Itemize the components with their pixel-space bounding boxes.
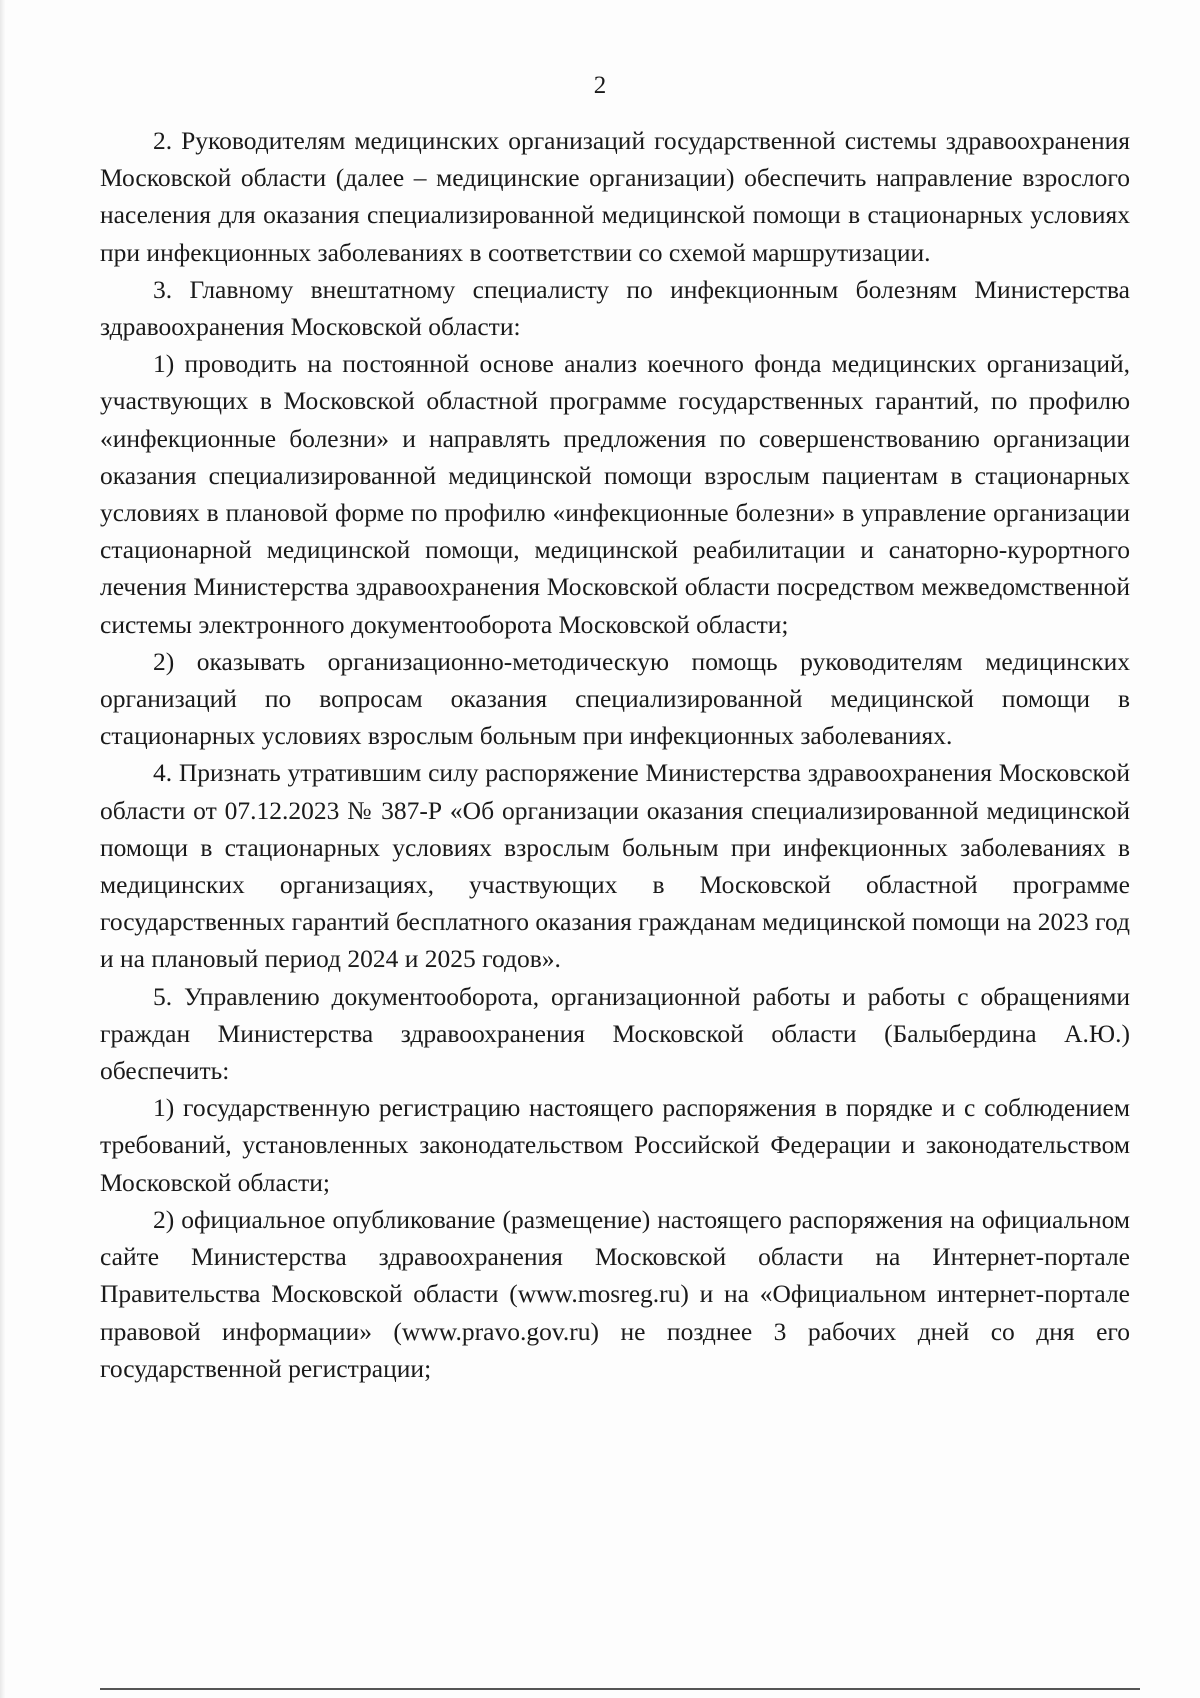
paragraph-subitem-3-1-bed-analysis: 1) проводить на постоянной основе анализ коечного фонда медицинских организаций, участвующих в Московской областной программе государственных гарантий, по профилю «инфекционные болезни» и направлять предложения по совершенствованию организации оказания специализированной медицинской помощи взрослым пациентам в стационарных условиях в плановой форме по профилю «инфекционные болезни» в управление организации стационарной медицинской помощи, медицинской реабилитации и санаторно-курортного лечения Министерства здравоохранения Московской области посредством межведомственной системы электронного документооборота Московской области; (100, 349, 1130, 639)
bottom-page-rule (100, 1688, 1140, 1690)
paragraph-subitem-3-2-methodological-help: 2) оказывать организационно-методическую помощь руководителям медицинских организаций по вопросам оказания специализированной медицинской помощи в стационарных условиях взрослым больным при инфекционных заболеваниях. (100, 646, 1130, 751)
paragraph-item-4-repeal-order: 4. Признать утратившим силу распоряжение Министерства здравоохранения Московской области от 07.12.2023 № 387-Р «Об организации оказания специализированной медицинской помощи в стационарных условиях взрослым больным при инфекционных заболеваниях в медицинских организациях, участвующих в Московской областной программе государственных гарантий бесплатного оказания гражданам медицинской помощи на 2023 год и на плановый период 2024 и 2025 годов». (100, 758, 1130, 974)
paragraph-item-3-chief-specialist: 3. Главному внештатному специалисту по инфекционным болезням Министерства здравоохранения Московской области: (100, 274, 1130, 342)
paragraph-subitem-5-2-official-publication: 2) официальное опубликование (размещение) настоящего распоряжения на официальном сайте Министерства здравоохранения Московской области на Интернет-портале Правительства Московской области (www.mosreg.ru) и на «Официальном интернет-портале правовой информации» (www.pravo.gov.ru) не позднее 3 рабочих дней со дня его государственной регистрации; (100, 1204, 1130, 1383)
paragraph-item-5-document-management: 5. Управлению документооборота, организационной работы и работы с обращениями граждан Министерства здравоохранения Московской области (Балыбердина А.Ю.) обеспечить: (100, 981, 1130, 1086)
paragraph-subitem-5-1-state-registration: 1) государственную регистрацию настоящего распоряжения в порядке и с соблюдением требований, установленных законодательством Российской Федерации и законодательством Московской области; (100, 1093, 1130, 1197)
scan-edge-shadow (0, 0, 6, 1698)
paragraph-item-2-heads-of-organizations: 2. Руководителям медицинских организаций государственной системы здравоохранения Московской области (далее – медицинские организации) обеспечить направление взрослого населения для оказания специализированной медицинской помощи в стационарных условиях при инфекционных заболеваниях в соответствии со схемой маршрутизации. (100, 126, 1130, 267)
document-body (100, 122, 1130, 1387)
page-number: 2 (593, 72, 607, 99)
